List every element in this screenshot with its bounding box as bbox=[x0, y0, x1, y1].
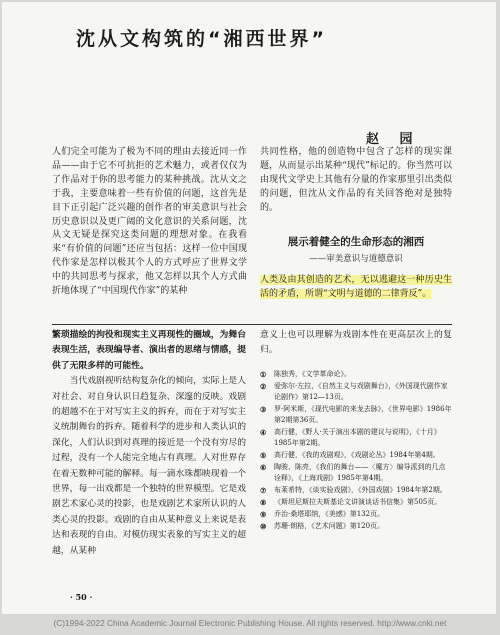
highlighted-paragraph bbox=[260, 274, 452, 302]
section-heading: 展示着健全的生命形态的湘西 bbox=[287, 236, 425, 248]
footnote-number: ⑩ bbox=[260, 522, 267, 531]
journal-page bbox=[2, 2, 496, 614]
body-column-left-top: 人们完全可能为了极为不同的理由去接近同一作品——由于它不可抗拒的艺术魅力，或者仅仅为了作品对于你的思考能力的某种挑战。沈从文之于我，主要意味着一些有价值的问题，这首先是目下正引起广泛兴趣的创作者的审美意识与社会历史意识以及更广阔的文化意识的关系问题，沈从文无疑是探究这类问题的理想对象。在我看来“有价值的问题”还应当包括：这样一位中国现代作家是怎样以极其个人的方式呼应了世界文学中的共同思考与探求，他又怎样以其个人方式曲折地体现了“中国现代作家”的某种 bbox=[52, 147, 247, 297]
paragraph-continuation: 意义上也可以理解为戏剧本性在更高层次上的复归。 bbox=[260, 330, 452, 356]
footnote-number: ⑦ bbox=[260, 486, 267, 495]
footnote-text: 《斯坦尼斯拉夫斯基论文讲演谈话书信集》第505页。 bbox=[274, 498, 442, 506]
footnote bbox=[260, 497, 452, 508]
section-divider bbox=[52, 324, 452, 325]
footnote bbox=[260, 404, 452, 426]
footnote bbox=[260, 381, 452, 403]
section-subheading: ——审美意识与道德意识 bbox=[309, 254, 403, 264]
copyright-footer: (C)1994-2022 China Academic Journal Electronic Publishing House. All rights reserved. http://www.cnki.net bbox=[53, 618, 447, 628]
paragraph: 当代戏剧视听结构复杂化的倾向，实际上是人对社会、对自身认识日趋复杂、深邃的反映。戏剧的超越不在于对写实主义的拆弃，而在于对写实主义统制舞台的拆弃。随着科学的进步和人类认识的深化，人们认识到对真理的接近是一个没有穷尽的过程，没有一个人能完全地占有真理。人对世界存在着无数种可能的解释。每一滴水珠都映现着一个世界，每一出戏都是一个独特的世界模型。它是戏剧艺术家心灵的投影，也是戏剧艺术家所认识的人类心灵的投影。戏剧的自由从某种意义上来说是表达和表现的自由。对模仿现实表象的写实主义的超越，从某种 bbox=[52, 376, 246, 556]
footnote-text: 爱弥尔·左拉，《自然主义与戏剧舞台》，《外国现代剧作家论剧作》第12—13页。 bbox=[274, 382, 448, 401]
article-author: 赵 园 bbox=[366, 132, 421, 147]
footnote-text: 布莱希特，《谈实验戏剧》，《外国戏剧》1984年第2期。 bbox=[274, 486, 447, 494]
footnote-text: 高行健，《我的戏剧观》，《戏剧论丛》1984年第4期。 bbox=[274, 451, 440, 459]
footnote-text: 苏珊·朗格，《艺术问题》第120页。 bbox=[274, 522, 385, 530]
footnote bbox=[260, 369, 452, 380]
footnote-number: ③ bbox=[260, 405, 267, 414]
page-number: · 50 · bbox=[70, 592, 93, 602]
footnote-number: ⑥ bbox=[260, 463, 267, 472]
footnote-number: ① bbox=[260, 370, 267, 379]
paragraph-continuation: 繁琐描绘的拘役和现实主义再现性的圈域，为舞台表现生活，表现编导者、演出者的思绪与情感，提供了无限多样的可能性。 bbox=[52, 330, 246, 371]
footnote-text: 乔治·桑塔耶纳，《美感》第132页。 bbox=[274, 510, 385, 518]
highlighted-text: 人类及由其创造的艺术，无以逃避这一种历史生活的矛盾，所谓“文明与道德的二律背反”。 bbox=[260, 275, 452, 299]
footnote-text: 罗·阿米斯，《现代电影的来龙去脉》，《世界电影》1986年第2期第36页。 bbox=[274, 405, 452, 424]
footnote-number: ④ bbox=[260, 428, 267, 437]
footnote bbox=[260, 509, 452, 520]
article-title: 沈从文构筑的“湘西世界” bbox=[76, 28, 327, 50]
footnote bbox=[260, 427, 452, 449]
body-column-left-bottom bbox=[52, 328, 246, 559]
footnote-number: ⑤ bbox=[260, 451, 267, 460]
footnote-text: 陈独秀，《文学革命论》。 bbox=[274, 370, 351, 378]
body-column-right-top: 共同性格，他的创造物中包含了怎样的现实课题，从而显示出某种“现代”标记的。你当然可以由现代文学史上其他有分量的作家那里引出类似的问题，但沈从文作品的有关回答绝对是独特的。 bbox=[260, 147, 452, 213]
footnote bbox=[260, 521, 452, 532]
footnote-number: ⑨ bbox=[260, 510, 267, 519]
footnotes bbox=[260, 369, 452, 533]
footnote bbox=[260, 485, 452, 496]
footnote bbox=[260, 450, 452, 461]
footnote-number: ② bbox=[260, 382, 267, 391]
footnote bbox=[260, 462, 452, 484]
body-column-right-bottom bbox=[260, 328, 452, 359]
footnote-text: 陶骏、陈亮，《我们的舞台——〈魔方〉编导派到的几点诠释》，《上海戏剧》1985年第4期。 bbox=[274, 463, 446, 482]
footnote-number: ⑧ bbox=[260, 498, 267, 507]
footnote-text: 高行健，《野人·关于演出本剧的建议与说明》，《十月》1985年第2期。 bbox=[274, 428, 441, 447]
